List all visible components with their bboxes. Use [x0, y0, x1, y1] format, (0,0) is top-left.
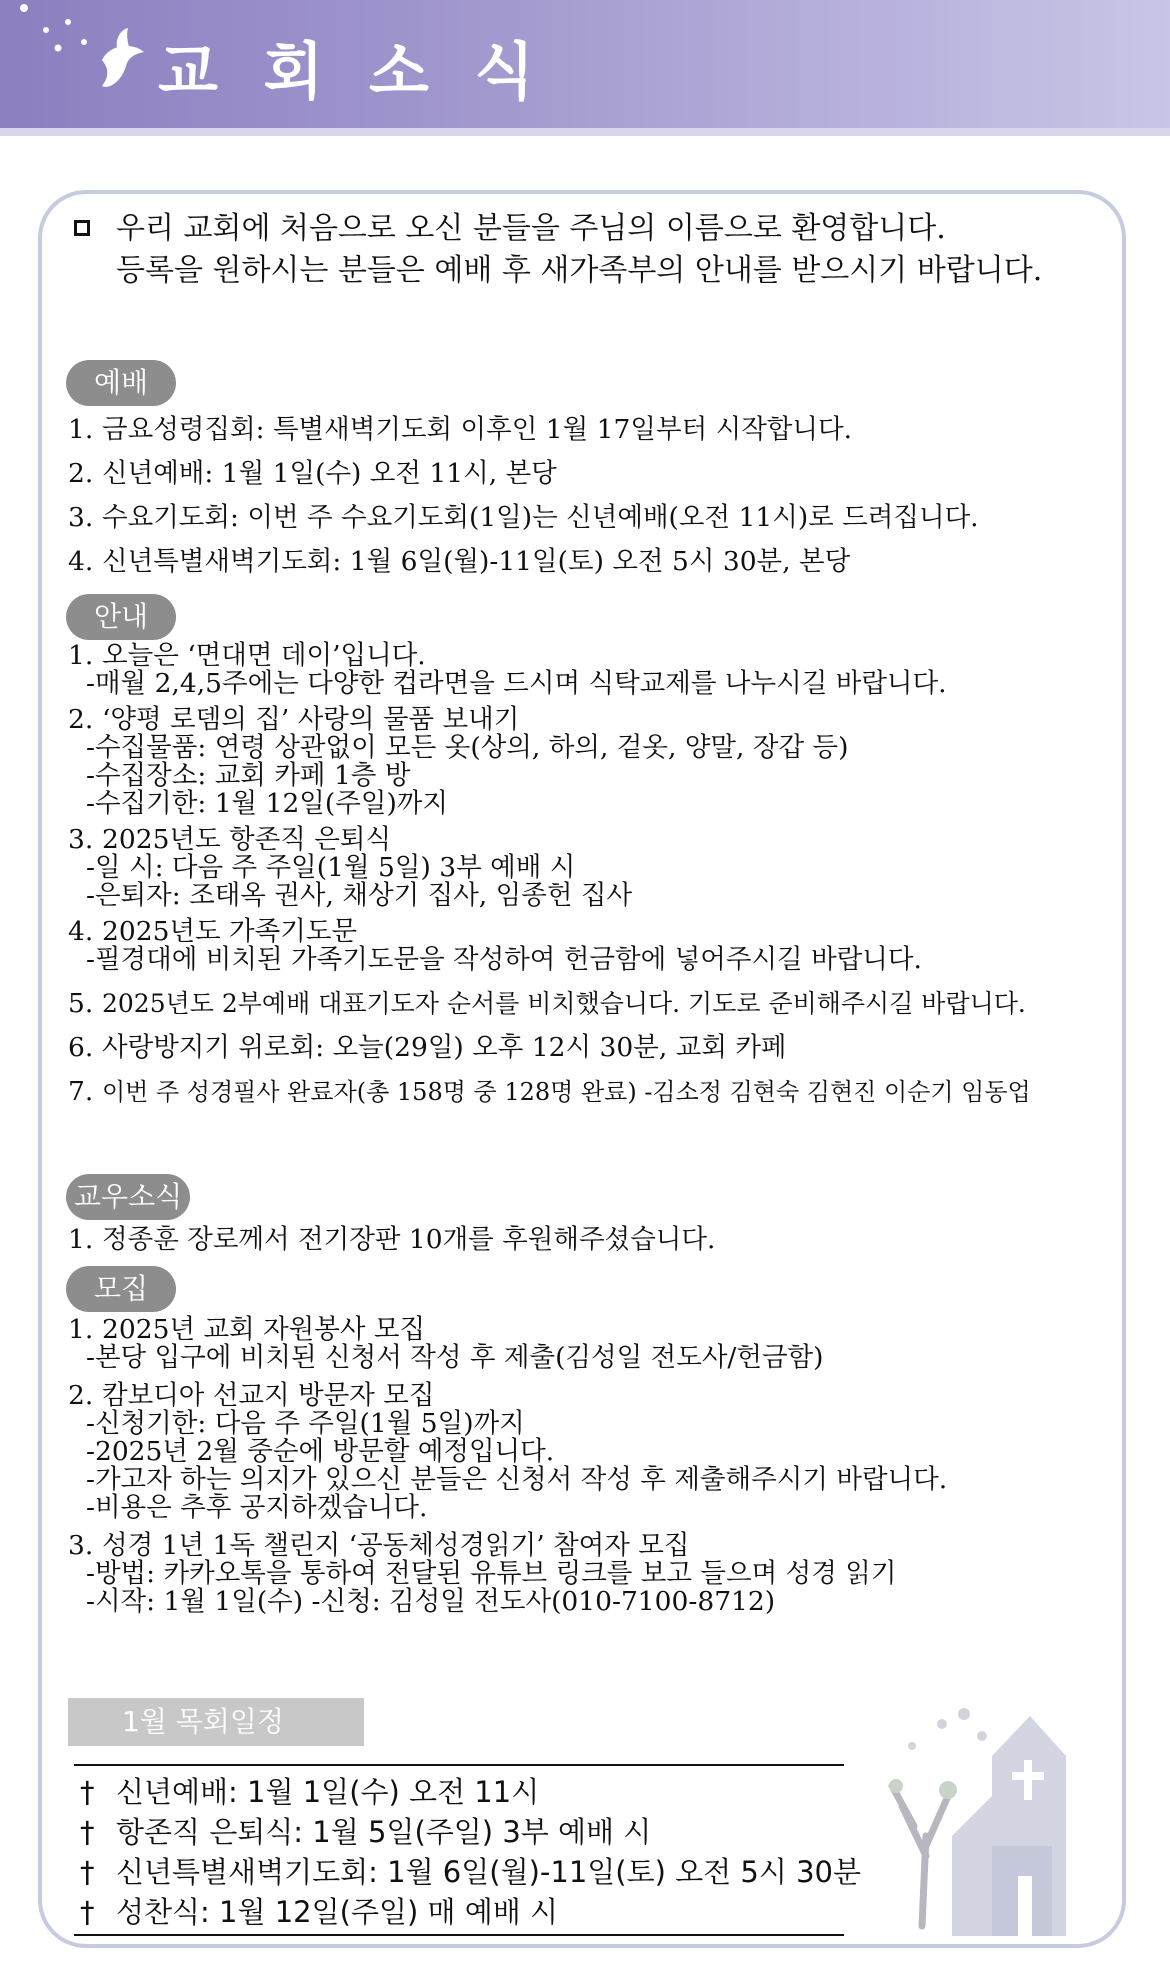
list-item: 3. 성경 1년 1독 챌린지 ‘공동체성경읽기’ 참여자 모집 -방법: 카카오톡을 통하여 전달된 유튜브 링크를 보고 들으며 성경 읽기 -시작: 1월 1일(수) -신청: 김성일 전도사(010-7100-8712) [68, 1530, 897, 1617]
list-item: 2. 신년예배: 1월 1일(수) 오전 11시, 본당 [68, 458, 557, 489]
list-item: 6. 사랑방지기 위로회: 오늘(29일) 오후 12시 30분, 교회 카페 [68, 1032, 787, 1063]
list-item: 3. 2025년도 항존직 은퇴식 -일 시: 다음 주 주일(1월 5일) 3부 예배 시 -은퇴자: 조태옥 권사, 채상기 집사, 임종헌 집사 [68, 824, 633, 911]
schedule-title: 1월 목회일정 [68, 1698, 364, 1746]
recruit-list [68, 1316, 1118, 1616]
list-item: 2. ‘양평 로뎀의 집’ 사랑의 물품 보내기 -수집물품: 연령 상관없이 모든 옷(상의, 하의, 겉옷, 양말, 장갑 등) -수집장소: 교회 카페 1층 방 -수집기한: 1월 12일(주일)까지 [68, 704, 849, 819]
schedule-item: † 성찬식: 1월 12일(주일) 매 예배 시 [80, 1895, 558, 1929]
welcome-note [72, 208, 1112, 292]
list-item: 1. 금요성령집회: 특별새벽기도회 이후인 1월 17일부터 시작합니다. [68, 414, 853, 445]
schedule-item: † 항존직 은퇴식: 1월 5일(주일) 3부 예배 시 [80, 1815, 652, 1849]
list-item: 1. 오늘은 ‘면대면 데이’입니다. -매월 2,4,5주에는 다양한 컵라면을 드시며 식탁교제를 나누시길 바랍니다. [68, 640, 947, 699]
section-label-members: 교우소식 [66, 1174, 190, 1220]
welcome-line-2: 등록을 원하시는 분들은 예배 후 새가족부의 안내를 받으시기 바랍니다. [116, 253, 1043, 288]
section-label-recruit: 모집 [66, 1266, 176, 1312]
list-item: 3. 수요기도회: 이번 주 수요기도회(1일)는 신년예배(오전 11시)로 드려집니다. [68, 502, 979, 533]
welcome-line-1: 우리 교회에 처음으로 오신 분들을 주님의 이름으로 환영합니다. [116, 211, 946, 246]
members-list [68, 1220, 1118, 1260]
dove-icon [10, 0, 160, 100]
page-title: 교 회 소 식 [158, 35, 547, 108]
worship-list [68, 408, 1118, 584]
section-label-notice: 안내 [66, 594, 176, 640]
checkbox-bullet-icon [74, 220, 90, 236]
list-item: 1. 정종훈 장로께서 전기장판 10개를 후원해주셨습니다. [68, 1224, 716, 1255]
list-item: 4. 2025년도 가족기도문 -필경대에 비치된 가족기도문을 작성하여 헌금함에 넣어주시길 바랍니다. [68, 916, 922, 975]
notice-list [68, 642, 1118, 1114]
church-icon [852, 1686, 1092, 1936]
header-underline [0, 128, 1170, 136]
list-item: 4. 신년특별새벽기도회: 1월 6일(월)-11일(토) 오전 5시 30분, 본당 [68, 546, 851, 577]
schedule-item: † 신년예배: 1월 1일(수) 오전 11시 [80, 1775, 540, 1809]
list-item: 5. 2025년도 2부예배 대표기도자 순서를 비치했습니다. 기도로 준비해주시길 바랍니다. [68, 988, 1026, 1019]
list-item: 7. 이번 주 성경필사 완료자(총 158명 중 128명 완료) -김소정 김현숙 김현진 이순기 임동업 [68, 1076, 1031, 1107]
section-label-worship: 예배 [66, 360, 176, 406]
list-item: 1. 2025년 교회 자원봉사 모집 -본당 입구에 비치된 신청서 작성 후 제출(김성일 전도사/헌금함) [68, 1314, 824, 1373]
list-item: 2. 캄보디아 선교지 방문자 모집 -신청기한: 다음 주 주일(1월 5일)까지 -2025년 2월 중순에 방문할 예정입니다. -가고자 하는 의지가 있으신 분들은 신청서 작성 후 제출해주시기 바랍니다. -비용은 추후 공지하겠습니다. [68, 1380, 948, 1523]
schedule-list [74, 1764, 861, 1936]
schedule-item: † 신년특별새벽기도회: 1월 6일(월)-11일(토) 오전 5시 30분 [80, 1855, 861, 1889]
